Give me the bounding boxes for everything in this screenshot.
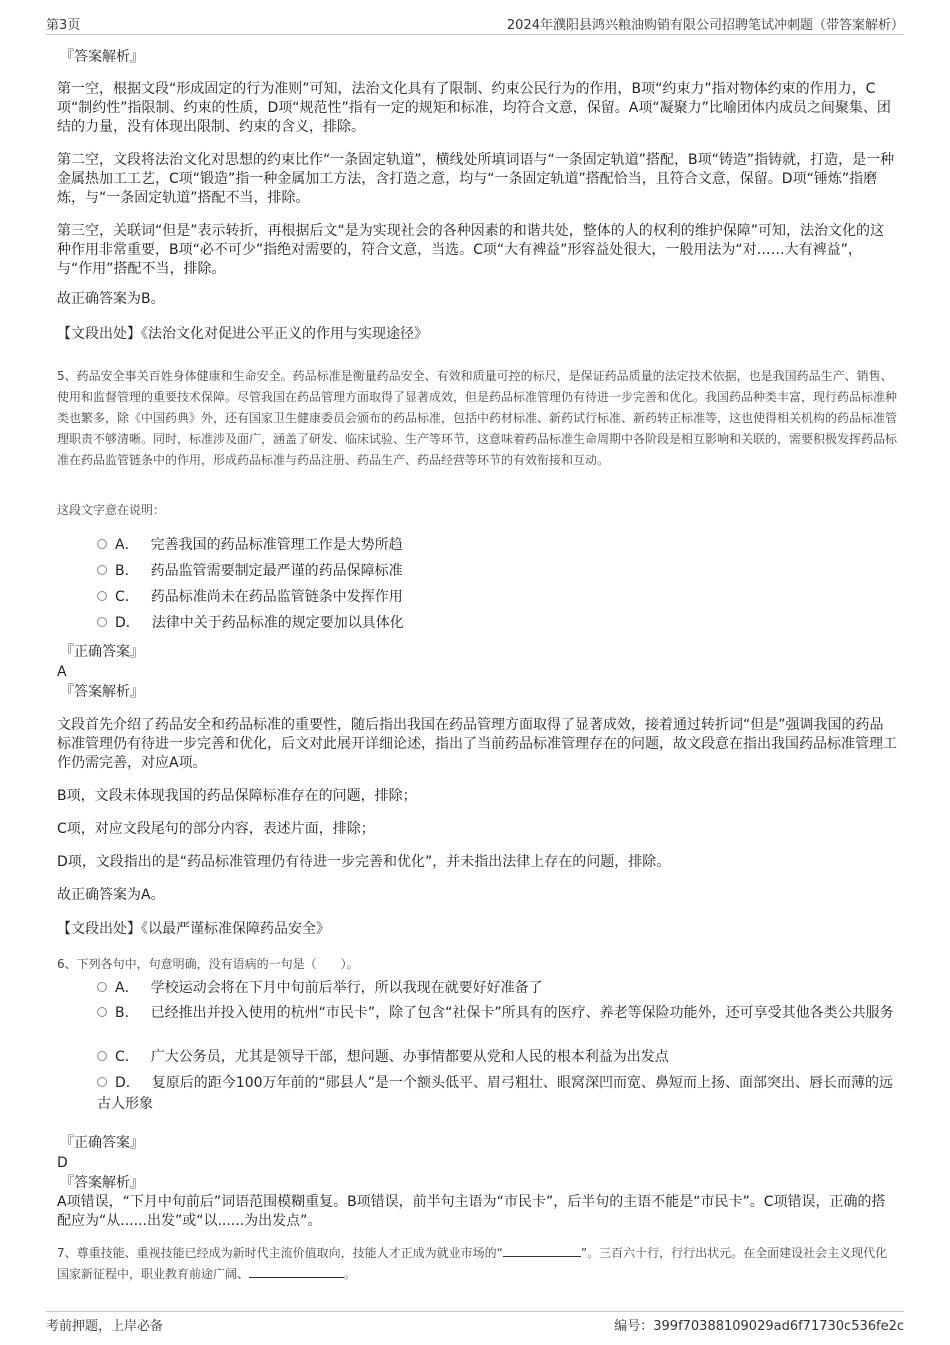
q5-analysis-label: 『答案解析』 (60, 684, 144, 700)
radio-icon[interactable] (97, 617, 107, 627)
radio-icon[interactable] (97, 982, 107, 992)
q5-analysis-para1: 文段首先介绍了药品安全和药品标准的重要性，随后指出我国在药品管理方面取得了显著成效，接着通过转折词“但是”强调我国的药品标准管理仍有待进一步完善和优化，后文对此展开详细论述，指出了当前药品标准管理存在的问题，故文段意在指出我国药品标准管理工作仍需完善，对应A项。 (57, 717, 897, 771)
q4-conclusion: 故正确答案为B。 (57, 291, 165, 307)
option-letter: C． (115, 1049, 139, 1065)
q6-analysis-label: 『答案解析』 (60, 1175, 144, 1191)
q5-analysis-para4: D项，文段指出的是“药品标准管理仍有待进一步完善和优化”，并未指出法律上存在的问题，排除。 (57, 854, 671, 870)
q6-option-c[interactable] (97, 1047, 897, 1068)
q5-option-d[interactable] (97, 613, 897, 634)
radio-icon[interactable] (97, 591, 107, 601)
q5-answer-label: 『正确答案』 (60, 644, 144, 660)
q6-analysis: A项错误，“下月中旬前后”词语范围模糊重复。B项错误，前半句主语为“市民卡”，后半句的主语不能是“市民卡”。C项错误，正确的搭配应为“从......出发”或“以......为出发点”。 (57, 1194, 886, 1229)
page-footer (46, 1311, 904, 1334)
code-label: 编号： (614, 1319, 654, 1334)
option-letter: D． (115, 1075, 140, 1091)
option-text: 药品监管需要制定最严谨的药品保障标准 (150, 563, 403, 579)
q6-option-d[interactable] (97, 1073, 897, 1115)
q5-analysis-para2: B项，文段未体现我国的药品保障标准存在的问题，排除； (57, 788, 417, 804)
option-text: 法律中关于药品标准的规定要加以具体化 (151, 615, 404, 631)
option-text: 复原后的距今100万年前的“郧县人”是一个额头低平、眉弓粗壮、眼窝深凹而宽、鼻短而上扬、面部突出、唇长而薄的远古人形象 (97, 1075, 894, 1112)
q4-analysis-label: 『答案解析』 (60, 49, 144, 65)
q7-stem-part-1: 7、尊重技能、重视技能已经成为新时代主流价值取向，技能人才正成为就业市场的“ (57, 1246, 503, 1260)
radio-icon[interactable] (97, 1077, 107, 1087)
q7-blank-1[interactable] (503, 1243, 581, 1257)
page-number: 第3页 (46, 18, 81, 33)
q5-option-a[interactable] (97, 535, 897, 556)
q4-source: 【文段出处】《法治文化对促进公平正义的作用与实现途径》 (57, 326, 428, 342)
option-text: 完善我国的药品标准管理工作是大势所趋 (150, 537, 403, 553)
option-text: 学校运动会将在下月中旬前后举行，所以我现在就要好好准备了 (150, 980, 543, 996)
q6-option-b[interactable] (97, 1003, 897, 1024)
option-letter: B． (115, 1005, 139, 1021)
q7-stem-part-3: 。 (344, 1267, 357, 1281)
q5-source: 【文段出处】《以最严谨标准保障药品安全》 (57, 921, 330, 937)
option-letter: C． (115, 589, 139, 605)
q6-option-a[interactable] (97, 978, 897, 999)
q4-analysis-para1: 第一空，根据文段“形成固定的行为准则”可知，法治文化具有了限制、约束公民行为的作用，B项“约束力”指对物体约束的作用力，C项“制约性”指限制、约束的性质，D项“规范性”指有一定的规矩和标准，均符合文意，保留。A项“凝聚力”比喻团体内成员之间聚集、团结的力量，没有体现出限制、约束的含义，排除。 (57, 81, 891, 135)
option-text: 已经推出并投入使用的杭州“市民卡”，除了包含“社保卡”所具有的医疗、养老等保险功能外，还可享受其他各类公共服务 (150, 1005, 894, 1021)
option-letter: D． (115, 615, 140, 631)
document-title: 2024年濮阳县鸿兴粮油购销有限公司招聘笔试冲刺题（带答案解析） (506, 18, 904, 33)
q7-blank-2[interactable] (249, 1264, 344, 1278)
q5-stem: 5、药品安全事关百姓身体健康和生命安全。药品标准是衡量药品安全、有效和质量可控的标尺，是保证药品质量的法定技术依据，也是我国药品生产、销售、使用和监督管理的重要技术保障。尽管我国在药品管理方面取得了显著成效，但是药品标准管理仍有待进一步完善和优化。我国药品种类丰富，现行药品标准种类也繁多，除《中国药典》外，还有国家卫生健康委员会颁布的药品标准，包括中药材标准、新药试行标准、新药转正标准等，这也使得相关机构的药品标准管理职责不够清晰。同时，标准涉及面广，涵盖了研发、临床试验、生产等环节，这意味着药品标准生命周期中各阶段是相互影响和关联的，需要积极发挥药品标准在药品监管链条中的作用，形成药品标准与药品注册、药品生产、药品经营等环节的有效衔接和互动。 (57, 369, 898, 467)
radio-icon[interactable] (97, 565, 107, 575)
option-text: 药品标准尚未在药品监管链条中发挥作用 (150, 589, 403, 605)
option-letter: A． (115, 980, 139, 996)
radio-icon[interactable] (97, 1007, 107, 1017)
option-text: 广大公务员，尤其是领导干部，想问题、办事情都要从党和人民的根本利益为出发点 (150, 1049, 669, 1065)
q5-option-b[interactable] (97, 561, 897, 582)
q6-stem: 6、下列各句中，句意明确，没有语病的一句是（ ）。 (57, 957, 359, 971)
radio-icon[interactable] (97, 1051, 107, 1061)
q7-stem-part-2: ”。三百六十行，行行出状元。在全面建设社会主义现代化国家新征程中，职业教育前途广阔、 (57, 1246, 888, 1281)
code-value: 399f70388109029ad6f71730c536fe2c (653, 1319, 904, 1334)
footer-slogan: 考前押题，上岸必备 (46, 1319, 164, 1334)
q5-conclusion: 故正确答案为A。 (57, 887, 165, 903)
q4-analysis-para3: 第三空，关联词“但是”表示转折，再根据后文“是为实现社会的各种因素的和谐共处，整体的人的权利的维护保障”可知，法治文化的这种作用非常重要，B项“必不可少”指绝对需要的，符合文意，当选。C项“大有裨益”形容益处很大，一般用法为“对……大有裨益”，与“作用”搭配不当，排除。 (57, 223, 885, 277)
q6-answer-label: 『正确答案』 (60, 1135, 144, 1151)
q5-question: 这段文字意在说明： (57, 503, 166, 517)
q5-analysis-para3: C项，对应文段尾句的部分内容，表述片面，排除； (57, 821, 375, 837)
option-letter: A． (115, 537, 139, 553)
page-header (46, 12, 904, 35)
q4-analysis-para2: 第二空，文段将法治文化对思想的约束比作“一条固定轨道”，横线处所填词语与“一条固定轨道”搭配，B项“铸造”指铸就，打造，是一种金属热加工工艺，C项“锻造”指一种金属加工方法，含打造之意，均与“一条固定轨道”搭配恰当，且符合文意，保留。D项“锤炼”指磨炼，与“一条固定轨道”搭配不当，排除。 (57, 152, 895, 206)
option-letter: B． (115, 563, 139, 579)
q5-option-c[interactable] (97, 587, 897, 608)
q5-answer: A (57, 664, 67, 680)
document-code (614, 1315, 904, 1334)
q7-stem (57, 1243, 897, 1285)
q6-answer: D (57, 1155, 68, 1171)
radio-icon[interactable] (97, 539, 107, 549)
